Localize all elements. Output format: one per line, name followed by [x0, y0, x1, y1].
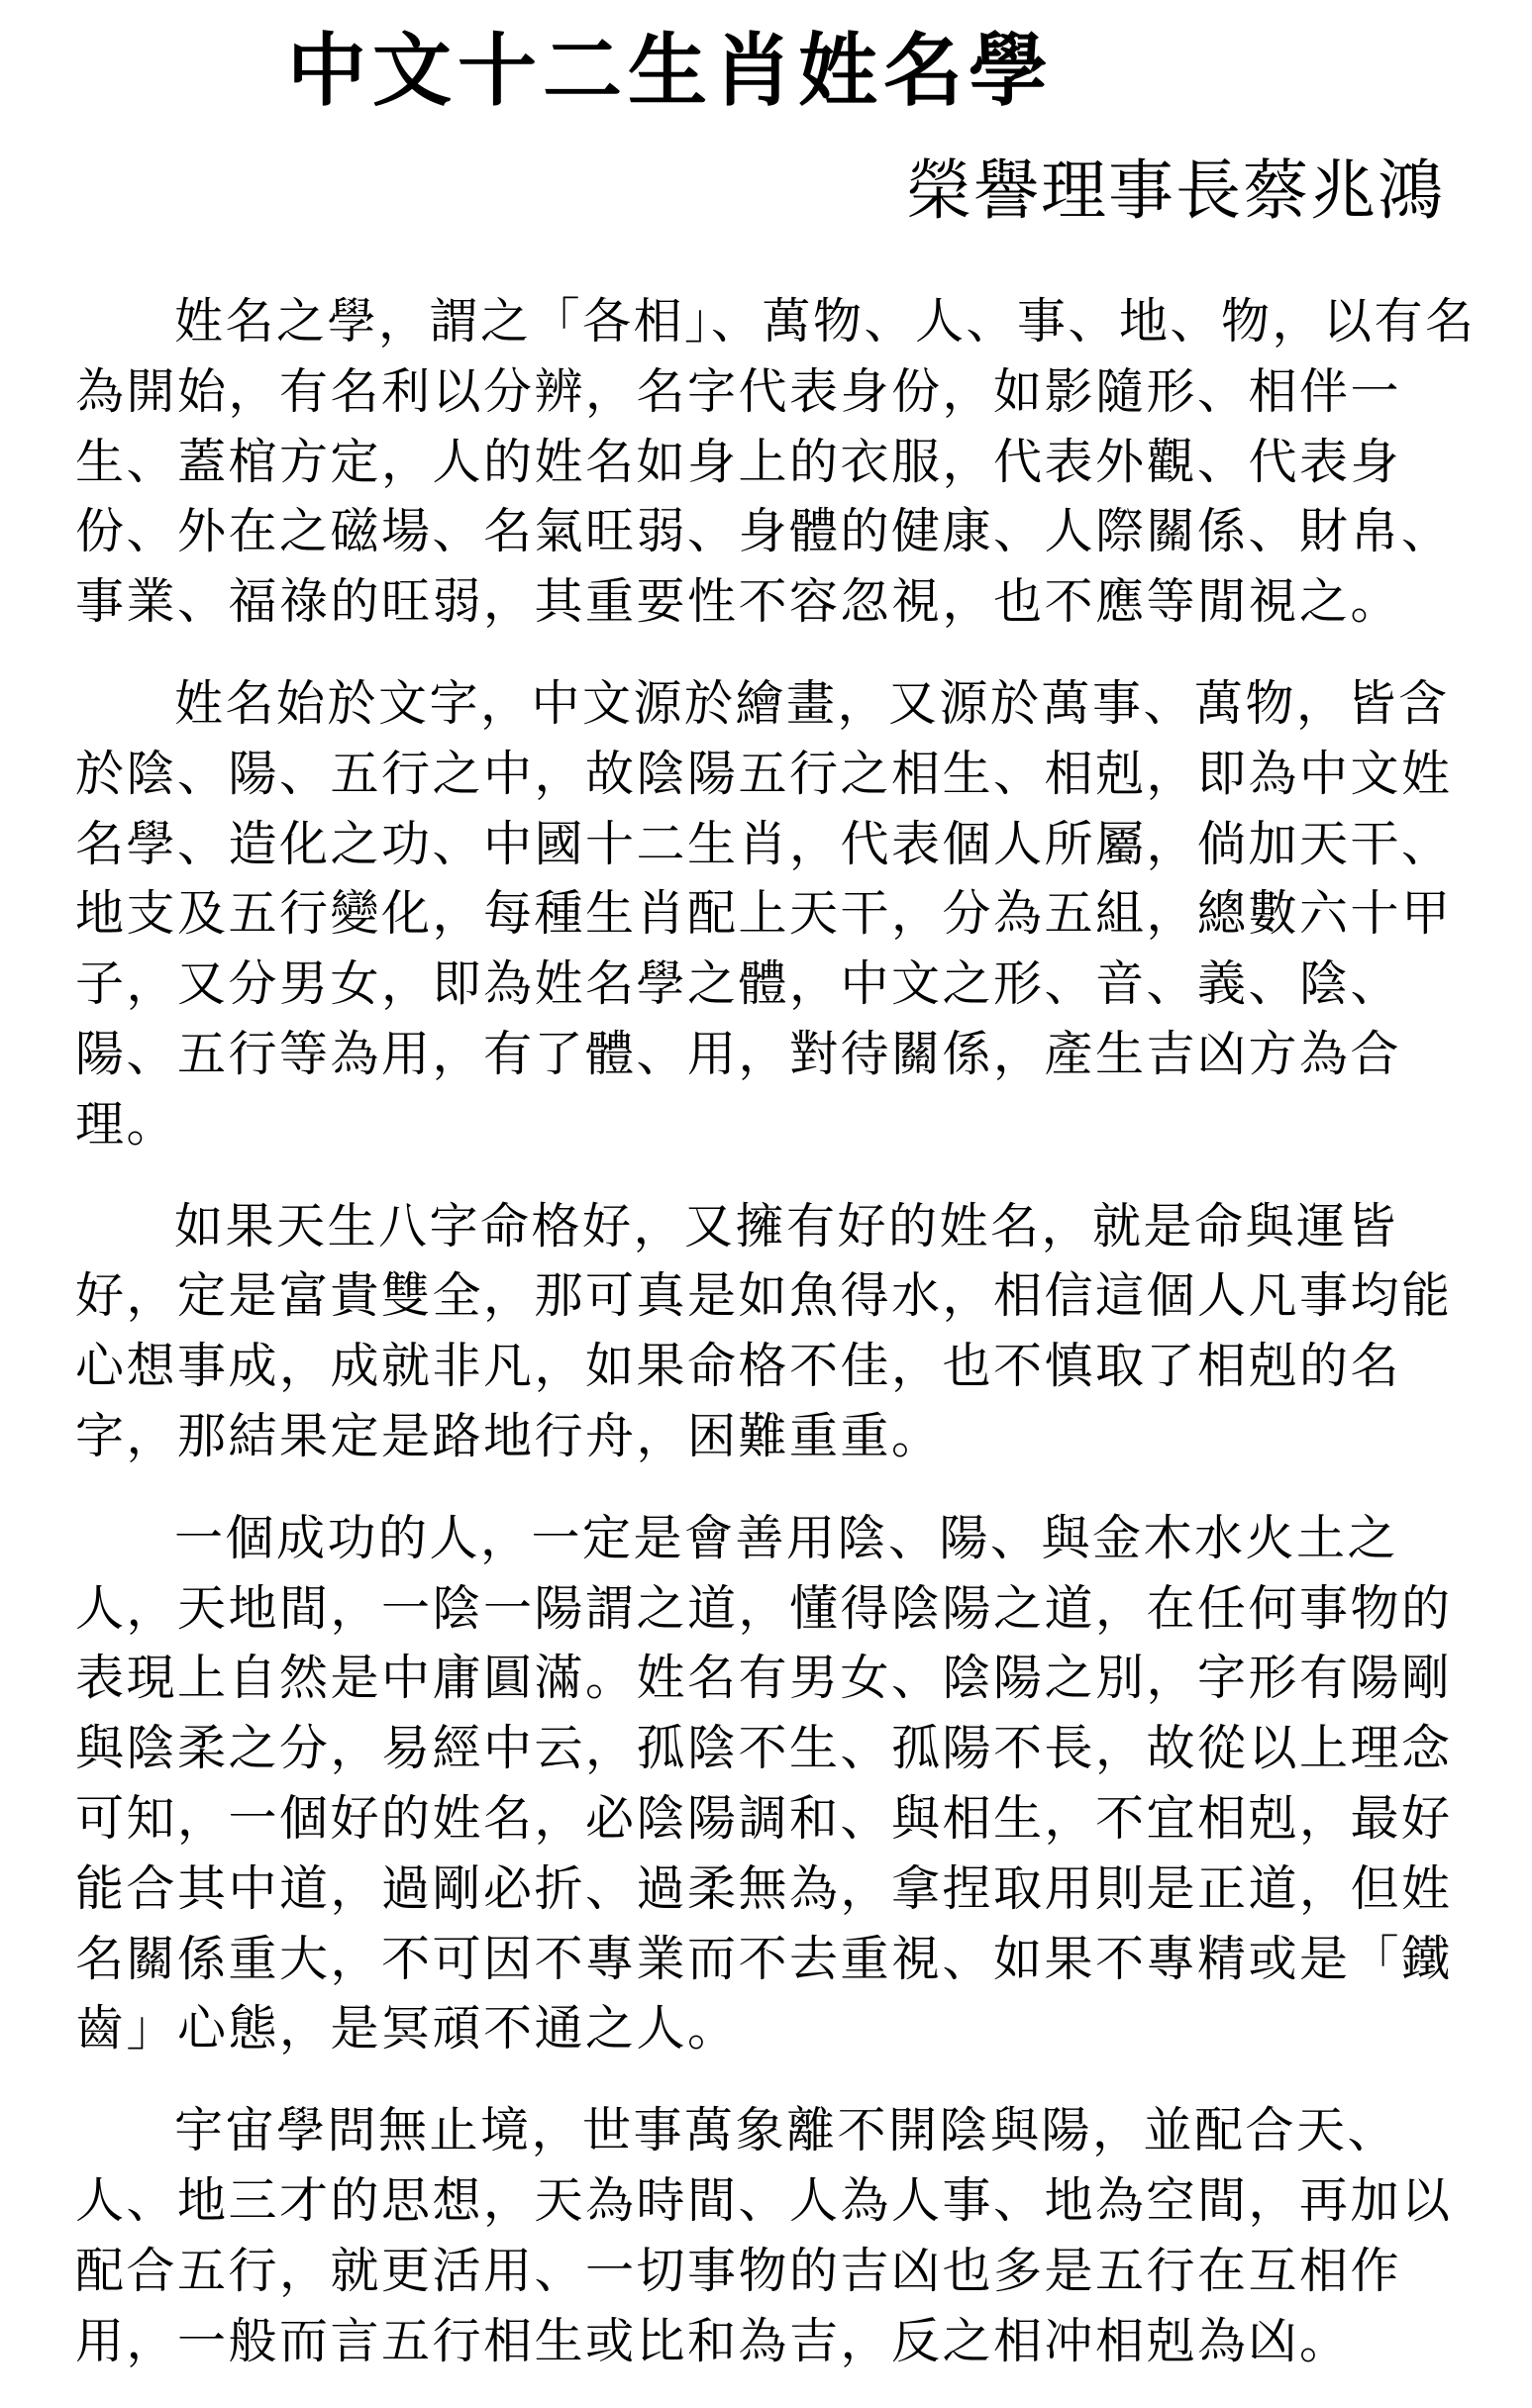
text-line: 姓名始於文字，中文源於繪畫，又源於萬事、萬物，皆含	[174, 674, 1450, 732]
text-line: 地支及五行變化，每種生肖配上天干，分為五組，總數六十甲	[75, 885, 1453, 943]
text-line: 人，天地間，一陰一陽謂之道，懂得陰陽之道，在任何事物的	[75, 1579, 1453, 1637]
text-line: 名學、造化之功、中國十二生肖，代表個人所屬，倘加天干、	[75, 815, 1453, 872]
text-line: 心想事成，成就非凡，如果命格不佳，也不慎取了相剋的名	[75, 1338, 1402, 1395]
paragraph	[75, 2096, 1453, 2376]
paragraph	[75, 1504, 1453, 2064]
text-line: 份、外在之磁場、名氣旺弱、身體的健康、人際關係、財帛、	[75, 503, 1453, 560]
text-line: 生、蓋棺方定，人的姓名如身上的衣服，代表外觀、代表身	[75, 433, 1402, 490]
text-line: 於陰、陽、五行之中，故陰陽五行之相生、相剋，即為中文姓	[75, 745, 1453, 802]
text-line: 一個成功的人，一定是會善用陰、陽、與金木水火土之	[174, 1509, 1399, 1566]
text-line: 如果天生八字命格好，又擁有好的姓名，就是命與運皆	[174, 1197, 1399, 1254]
text-line: 字，那結果定是路地行舟，困難重重。	[75, 1407, 943, 1464]
text-line: 為開始，有名利以分辨，名字代表身份，如影隨形、相伴一	[75, 362, 1402, 420]
text-line: 可知，一個好的姓名，必陰陽調和、與相生，不宜相剋，最好	[75, 1789, 1453, 1847]
text-line: 理。	[75, 1095, 178, 1153]
text-line: 齒」心態，是冥頑不通之人。	[75, 2000, 739, 2057]
text-line: 與陰柔之分，易經中云，孤陰不生、孤陽不長，故從以上理念	[75, 1720, 1453, 1777]
text-line: 能合其中道，過剛必折、過柔無為，拿捏取用則是正道，但姓	[75, 1859, 1453, 1917]
text-line: 配合五行，就更活用、一切事物的吉凶也多是五行在互相作	[75, 2242, 1402, 2299]
text-line: 表現上自然是中庸圓滿。姓名有男女、陰陽之別，字形有陽剛	[75, 1650, 1453, 1707]
text-line: 事業、福祿的旺弱，其重要性不容忽視，也不應等閒視之。	[75, 573, 1402, 631]
text-line: 好，定是富貴雙全，那可真是如魚得水，相信這個人凡事均能	[75, 1267, 1453, 1325]
text-line: 人、地三才的思想，天為時間、人為人事、地為空間，再加以	[75, 2171, 1453, 2229]
paragraph	[75, 1192, 1453, 1472]
text-line: 名關係重大，不可因不專業而不去重視、如果不專精或是「鐵	[75, 1930, 1453, 1987]
text-line: 宇宙學問無止境，世事萬象離不開陰與陽，並配合天、	[174, 2102, 1399, 2159]
text-line: 姓名之學，謂之「各相」、萬物、人、事、地、物，以有名	[174, 293, 1477, 350]
author-line: 榮譽理事長蔡兆鴻	[906, 152, 1445, 229]
paragraph	[75, 287, 1477, 638]
paragraph	[75, 669, 1453, 1160]
text-line: 用，一般而言五行相生或比和為吉，反之相冲相剋為凶。	[75, 2312, 1351, 2369]
article-body	[75, 287, 1477, 2408]
page-title: 中文十二生肖姓名學	[287, 25, 1054, 117]
text-line: 子，又分男女，即為姓名學之體，中文之形、音、義、陰、	[75, 955, 1402, 1013]
text-line: 陽、五行等為用，有了體、用，對待關係，產生吉凶方為合	[75, 1025, 1402, 1082]
